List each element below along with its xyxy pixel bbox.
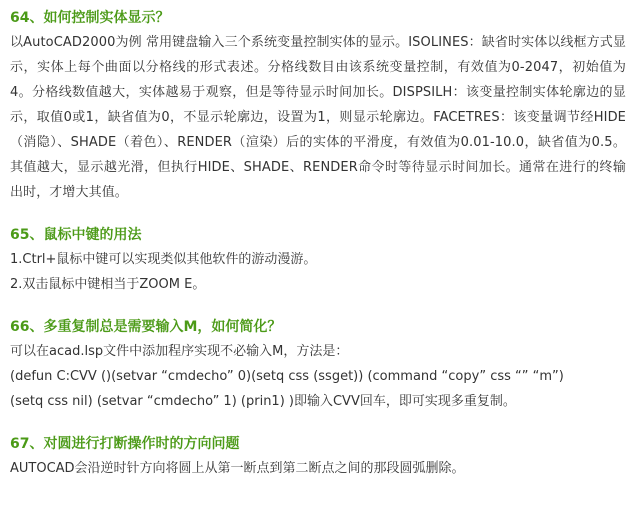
section-line: 可以在acad.lsp文件中添加程序实现不必输入M，方法是：	[10, 344, 349, 359]
section-line: 2.双击鼠标中键相当于ZOOM E。	[10, 277, 206, 292]
code-line: (setq css nil) (setvar “cmdecho” 1) (prin1) )即输入CVV回车，即可实现多重复制。	[10, 394, 516, 409]
section-67	[10, 414, 626, 481]
code-line: (defun C:CVV ()(setvar “cmdecho” 0)(setq css (ssget)) (command “copy” css “” “m”)	[10, 369, 564, 384]
section-paragraph: 以AutoCAD2000为例 常用键盘输入三个系统变量控制实体的显示。ISOLINES：缺省时实体以线框方式显示，实体上每个曲面以分格线的形式表述。分格线数目由该系统变量控制，有效值为0-2047，初始值为4。分格线数值越大，实体越易于观察，但是等待显示时间加长。DISPSILH：该变量控制实体轮廓边的显示，取值0或1，缺省值为0，不显示轮廓边，设置为1，则显示轮廓边。FACETRES：该变量调节经HIDE（消隐）、SHADE（着色）、RENDER（渲染）后的实体的平滑度，有效值为0.01-10.0，缺省值为0.5。其值越大，显示越光滑，但执行HIDE、SHADE、RENDER命令时等待显示时间加长。通常在进行的终输出时，才增大其值。	[10, 35, 626, 200]
section-heading: 67、对圆进行打断操作时的方向问题	[10, 436, 240, 452]
section-66	[10, 297, 626, 414]
section-64	[10, 0, 626, 205]
section-heading: 64、如何控制实体显示？	[10, 10, 170, 26]
section-heading: 66、多重复制总是需要输入M，如何简化？	[10, 319, 282, 335]
section-65	[10, 205, 626, 297]
section-heading: 65、鼠标中键的用法	[10, 227, 142, 243]
section-line: 1.Ctrl+鼠标中键可以实现类似其他软件的游动漫游。	[10, 252, 317, 267]
section-line: AUTOCAD会沿逆时针方向将圆上从第一断点到第二断点之间的那段圆弧删除。	[10, 461, 465, 476]
